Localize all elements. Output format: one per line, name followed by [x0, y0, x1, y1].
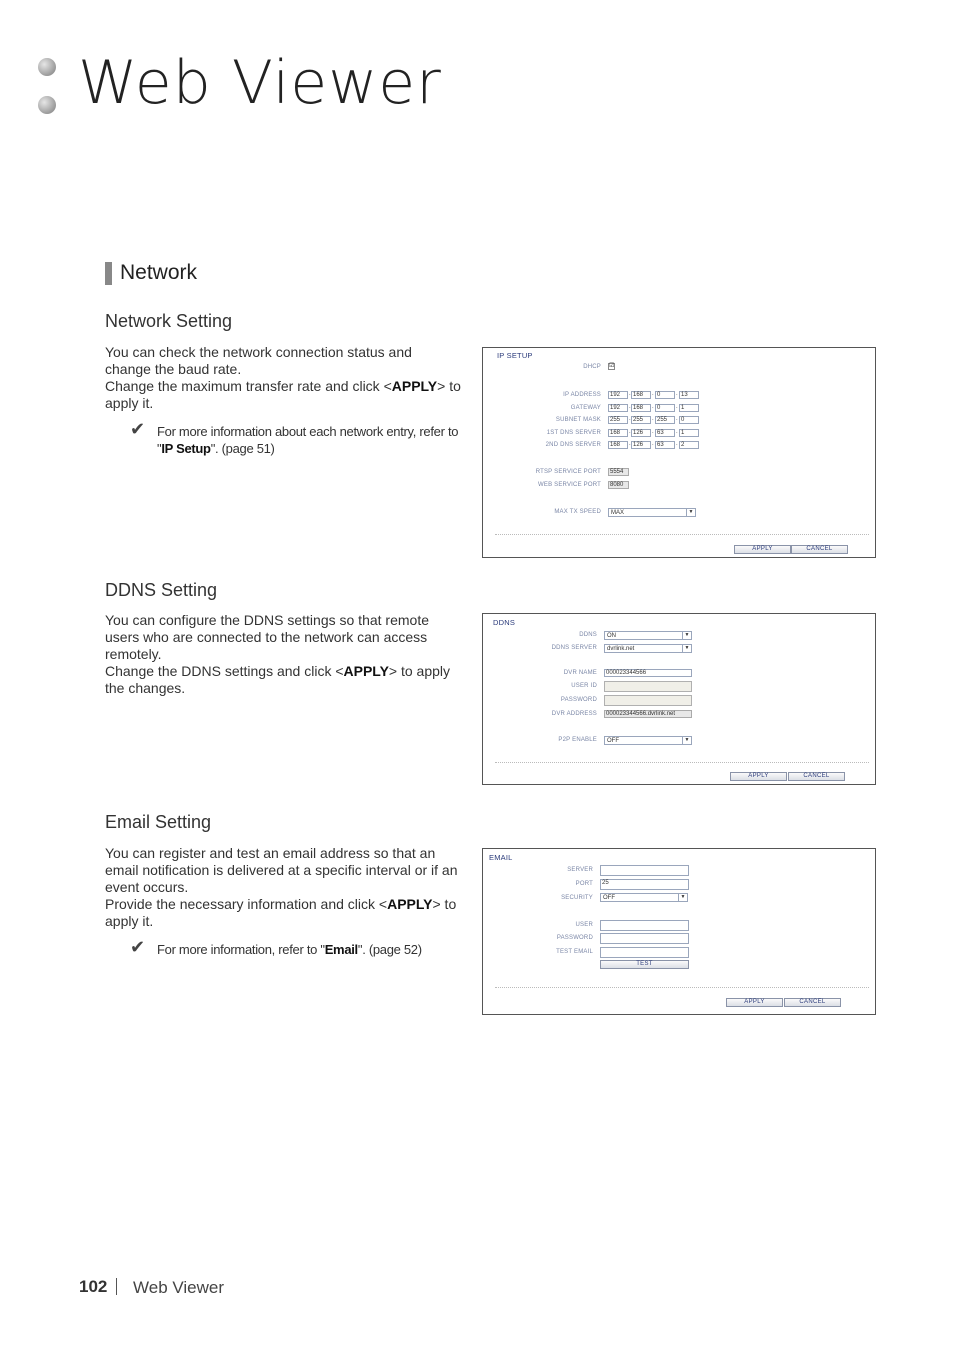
test-email-field[interactable]: [600, 947, 689, 958]
password-field[interactable]: [600, 933, 689, 944]
mask-octet-3[interactable]: 255: [655, 416, 675, 424]
dhcp-checkbox[interactable]: ☑: [609, 363, 615, 369]
divider: [495, 987, 869, 988]
gateway-octet-3[interactable]: 0: [655, 404, 675, 412]
apply-button[interactable]: APPLY: [726, 998, 783, 1007]
ddns-server-select[interactable]: dvrlink.net ▼: [604, 644, 692, 653]
section-title: Network: [120, 261, 198, 284]
gateway-octet-1[interactable]: 192: [608, 404, 628, 412]
checkmark-icon: ✔: [130, 419, 145, 439]
email-setting-title: Email Setting: [105, 812, 212, 832]
user-id-field[interactable]: [604, 681, 692, 692]
p2p-enable-select[interactable]: OFF ▼: [604, 736, 692, 745]
mask-octet-4[interactable]: 0: [679, 416, 699, 424]
web-port-field[interactable]: 8080: [608, 481, 629, 489]
smtp-server-field[interactable]: [600, 865, 689, 876]
security-select[interactable]: OFF ▼: [600, 893, 688, 902]
max-tx-speed-select[interactable]: MAX ▼: [608, 508, 696, 517]
chapter-title: Web Viewer: [78, 48, 442, 118]
dns2-octet-1[interactable]: 168: [608, 441, 628, 449]
footer-divider: [116, 1278, 117, 1295]
divider: [495, 762, 869, 763]
chapter-dots-icon: [36, 58, 58, 118]
cancel-button[interactable]: CANCEL: [788, 772, 845, 781]
ip-octet-2[interactable]: 168: [631, 391, 651, 399]
network-setting-title: Network Setting: [105, 311, 233, 331]
dot-icon: [38, 58, 56, 76]
section-bar-icon: [105, 262, 112, 285]
ddns-setting-title: DDNS Setting: [105, 580, 218, 600]
dns1-octet-4[interactable]: 1: [679, 429, 699, 437]
dns2-octet-2[interactable]: 126: [631, 441, 651, 449]
ip-octet-1[interactable]: 192: [608, 391, 628, 399]
network-note: ✔ For more information about each network entry, refer to "IP Setup". (page 51): [130, 419, 459, 456]
ip-octet-3[interactable]: 0: [655, 391, 675, 399]
dns2-octet-3[interactable]: 63: [655, 441, 675, 449]
gateway-octet-2[interactable]: 168: [631, 404, 651, 412]
cancel-button[interactable]: CANCEL: [784, 998, 841, 1007]
chevron-down-icon: ▼: [686, 509, 695, 516]
page-number: 102: [79, 1277, 108, 1296]
email-note: ✔ For more information, refer to "Email". (page 52): [130, 937, 422, 957]
panel-title: DDNS: [493, 618, 516, 627]
network-setting-body: You can check the network connection status and change the baud rate. Change the maximum transfer rate and click <APPLY> to apply it.: [105, 344, 461, 411]
dvr-name-field[interactable]: 000023344566: [604, 669, 692, 677]
chevron-down-icon: ▼: [682, 645, 691, 652]
user-field[interactable]: [600, 920, 689, 931]
gateway-octet-4[interactable]: 1: [679, 404, 699, 412]
mask-octet-1[interactable]: 255: [608, 416, 628, 424]
dns1-octet-3[interactable]: 63: [655, 429, 675, 437]
apply-button[interactable]: APPLY: [730, 772, 787, 781]
email-panel: EMAIL SERVER PORT 25 SECURITY OFF ▼ USER PASSWORD TEST EMAIL TEST APPLY CANCEL: [482, 848, 876, 1015]
ddns-select[interactable]: ON ▼: [604, 631, 692, 640]
apply-button[interactable]: APPLY: [734, 545, 791, 554]
panel-title: IP SETUP: [497, 351, 533, 360]
ip-setup-panel: IP SETUP DHCP ☑ IP ADDRESS 192 . 168 . 0 . 13 GATEWAY 192 . 168 . 0 . 1 SUBNET MASK 255 . 255 . 255 . 0 1ST DNS SERVER 168 . 126 . 63 . 1 2ND DNS SERVER 168 . 126 . 63 . 2 RTSP SERVICE PORT 5554 WEB SERVICE PORT 8080 MAX TX SPEED MAX ▼ APPLY CANCEL: [482, 347, 876, 558]
footer-title: Web Viewer: [133, 1278, 225, 1297]
mask-octet-2[interactable]: 255: [631, 416, 651, 424]
password-field[interactable]: [604, 695, 692, 706]
ddns-setting-body: You can configure the DDNS settings so that remote users who are connected to the network can access remotely. Change the DDNS settings and click <APPLY> to apply the changes.: [105, 612, 451, 696]
dot-icon: [38, 96, 56, 114]
cancel-button[interactable]: CANCEL: [791, 545, 848, 554]
rtsp-port-field[interactable]: 5554: [608, 468, 629, 476]
section-heading: [105, 261, 197, 285]
divider: [495, 534, 869, 535]
chevron-down-icon: ▼: [682, 632, 691, 639]
ddns-panel: DDNS DDNS ON ▼ DDNS SERVER dvrlink.net ▼ DVR NAME 000023344566 USER ID PASSWORD DVR ADDRESS 000023344566.dvrlink.net P2P ENABLE OFF ▼ APPLY CANCEL: [482, 613, 876, 785]
dns2-octet-4[interactable]: 2: [679, 441, 699, 449]
dvr-address-field[interactable]: 000023344566.dvrlink.net: [604, 710, 692, 718]
chevron-down-icon: ▼: [682, 737, 691, 744]
test-button[interactable]: TEST: [600, 960, 689, 969]
dns1-octet-2[interactable]: 126: [631, 429, 651, 437]
email-setting-body: You can register and test an email address so that an email notification is delivered at a specific interval or if an event occurs. Provide the necessary information and click <APPLY> to apply it.: [105, 845, 458, 929]
chevron-down-icon: ▼: [678, 894, 687, 901]
email-reference: Email: [324, 942, 358, 957]
ip-setup-reference: IP Setup: [161, 441, 211, 456]
port-field[interactable]: 25: [600, 879, 689, 890]
panel-title: EMAIL: [489, 853, 513, 862]
checkmark-icon: ✔: [130, 937, 145, 957]
ip-octet-4[interactable]: 13: [679, 391, 699, 399]
dns1-octet-1[interactable]: 168: [608, 429, 628, 437]
